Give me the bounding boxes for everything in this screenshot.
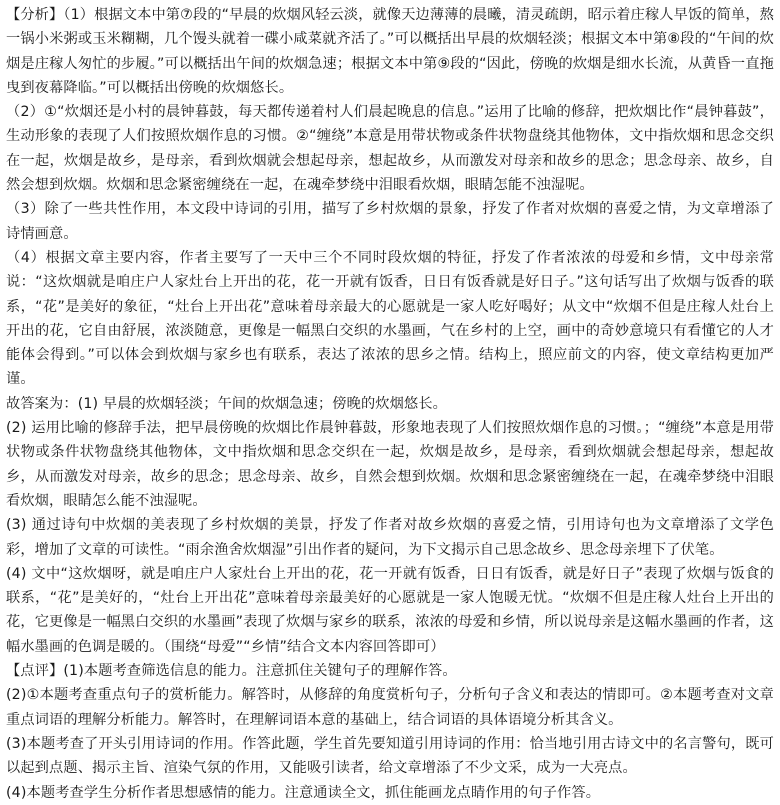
answer-part-4-paragraph: (4) 文中“这炊烟呀，就是咱庄户人家灶台上开出的花，花一开就有饭香，日日有饭香，就是好日子”表现了炊烟与饭食的联系，“花”是美好的，“灶台上开出花”意味着母亲最美好的心愿就是一家人饱暖无忧。“炊烟不但是庄稼人灶台上开出的花，它更像是一幅黑白交织的水墨画”表现了炊烟与家乡的联系，浓浓的母爱和乡情，所以说母亲是这幅水墨画的作者，这幅水墨画的色调是暖的。（围绕“母爱”“乡情”结合文本内容回答即可）	[6, 565, 774, 655]
analysis-part-4-paragraph: （4）根据文章主要内容，作者主要写了一天中三个不同时段炊烟的特征，抒发了作者浓浓的母爱和乡情，文中母亲常说：“这炊烟就是咱庄户人家灶台上开出的花，花一开就有饭香，日日有饭香就是好日子。”这句话写出了炊烟与饭香的联系，“花”是美好的象征，“灶台上开出花”意味着母亲最大的心愿就是一家人吃好喝好；从文中“炊烟不但是庄稼人灶台上开出的花，它自由舒展，浓淡随意，更像是一幅黑白交织的水墨画，气在乡村的上空，画中的奇妙意境只有看懂它的人才能体会得到。”可以体会到炊烟与家乡也有联系，表达了浓浓的思乡之情。结构上，照应前文的内容，使文章结构更加严谨。	[6, 249, 774, 388]
comment-part-4-paragraph: (4)本题考查学生分析作者思想感情的能力。注意通读全文，抓住能画龙点睛作用的句子作答。	[6, 784, 601, 801]
comment-part-1-paragraph: 【点评】(1)本题考查筛选信息的能力。注意抓住关键句子的理解作答。	[6, 663, 457, 680]
answer-part-1-paragraph: 故答案为：(1) 早晨的炊烟轻淡；午间的炊烟急速；傍晚的炊烟悠长。	[6, 395, 447, 412]
analysis-intro-paragraph: 【分析】（1）根据文本中第⑦段的“早晨的炊烟风轻云淡，就像天边薄薄的晨曦，清灵疏朗，昭示着庄稼人早饭的简单，熬一锅小米粥或玉米糊糊，几个馒头就着一碟小咸菜就齐活了。”可以概括出早晨的炊烟轻淡；根据文本中第⑧段的“午间的炊烟是庄稼人匆忙的步履。”可以概括出午间的炊烟急速；根据文本中第⑨段的“因此，傍晚的炊烟是细水长流，从黄昏一直拖曳到夜幕降临。”可以概括出傍晚的炊烟悠长。	[6, 7, 774, 96]
comment-part-2-paragraph: (2)①本题考查重点句子的赏析能力。解答时，从修辞的角度赏析句子，分析句子含义和表达的情即可。②本题考查对文章重点词语的理解分析能力。解答时，在理解词语本意的基础上，结合词语的具体语境分析其含义。	[6, 687, 774, 728]
answer-part-2-paragraph: (2) 运用比喻的修辞手法，把早晨傍晚的炊烟比作晨钟暮鼓，形象地表现了人们按照炊烟作息的习惯。；“缠绕”本意是用带状物或条件状物盘绕其他物体，文中指炊烟和思念交织在一起，炊烟是故乡，是母亲，看到炊烟就会想起母亲，想起故乡，从而激发对母亲，故乡的思念；思念母亲、故乡，自然会想到炊烟。炊烟和思念紧密缠绕在一起，在魂牵梦绕中泪眼看炊烟，眼睛怎么能不浊湿呢。	[6, 420, 774, 509]
answer-part-3-paragraph: (3) 通过诗句中炊烟的美表现了乡村炊烟的美景，抒发了作者对故乡炊烟的喜爱之情，引用诗句也为文章增添了文学色彩，增加了文章的可读性。“雨余渔舍炊烟湿”引出作者的疑问，为下文揭示自己思念故乡、思念母亲埋下了伏笔。	[6, 517, 774, 558]
analysis-part-2-paragraph: （2）①“炊烟还是小村的晨钟暮鼓，每天都传递着村人们晨起晚息的信息。”运用了比喻的修辞，把炊烟比作“晨钟暮鼓”，生动形象的表现了人们按照炊烟作息的习惯。②“缠绕”本意是用带状物或条件状物盘绕其他物体，文中指炊烟和思念交织在一起，炊烟是故乡，是母亲，看到炊烟就会想起母亲，想起故乡，从而激发对母亲和故乡的思念；思念母亲、故乡，自然会想到炊烟。炊烟和思念紧密缠绕在一起，在魂牵梦绕中泪眼看炊烟，眼睛怎能不浊湿呢。	[6, 104, 774, 194]
comment-part-3-paragraph: (3)本题考查了开头引用诗词的作用。作答此题，学生首先要知道引用诗词的作用：恰当地引用古诗文中的名言警句，既可以起到点题、揭示主旨、渲染气氛的作用，又能吸引读者，给文章增添了不少文采，成为一大亮点。	[6, 735, 774, 777]
analysis-part-3-paragraph: （3）除了一些共性作用，本文段中诗词的引用，描写了乡村炊烟的景象，抒发了作者对炊烟的喜爱之情，为文章增添了诗情画意。	[6, 201, 774, 242]
